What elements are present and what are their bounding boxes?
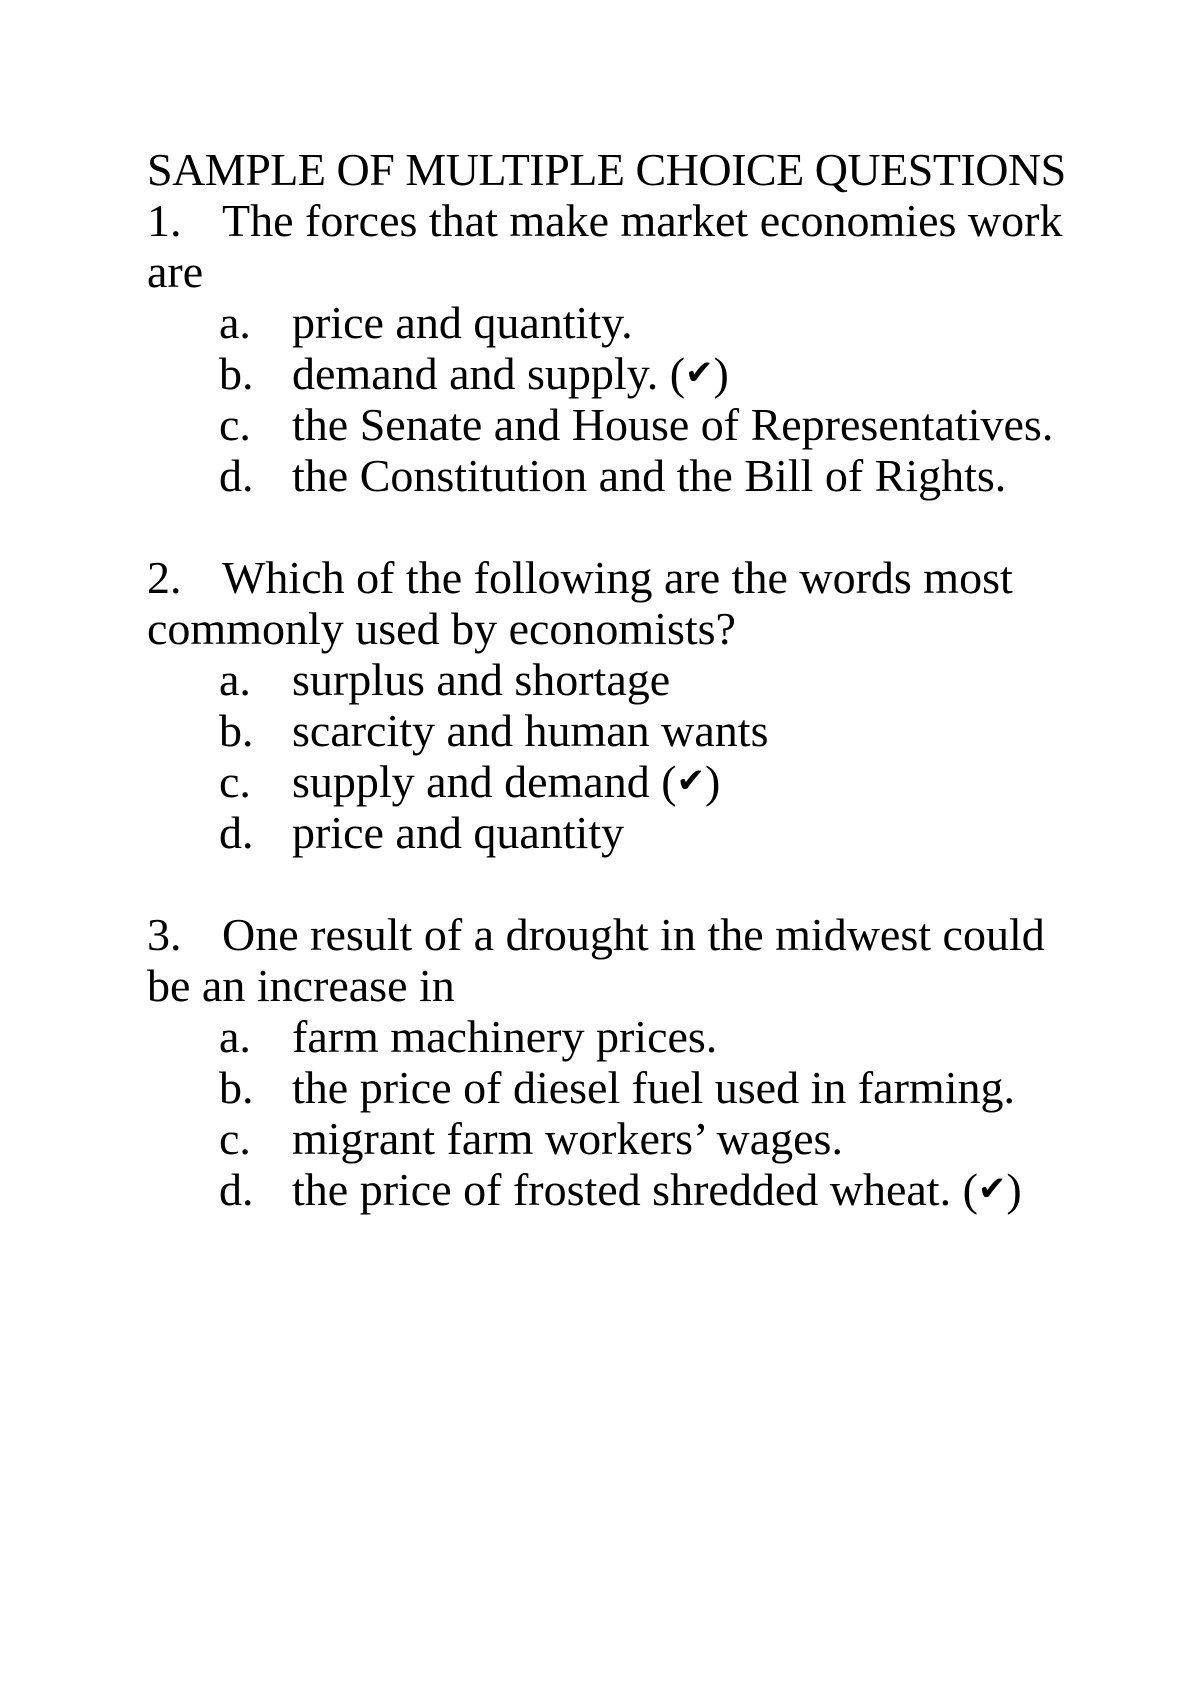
option-item xyxy=(147,1164,1097,1215)
option-item xyxy=(147,1011,1097,1062)
question-text: The forces that make market economies work are xyxy=(147,195,1063,297)
question-text: One result of a drought in the midwest could be an increase in xyxy=(147,909,1045,1011)
option-list xyxy=(147,654,1097,858)
check-mark-icon: ✔ xyxy=(676,761,706,801)
option-item xyxy=(147,1113,1097,1164)
question-number: 2. xyxy=(147,552,182,603)
question-number: 3. xyxy=(147,909,182,960)
option-letter: c. xyxy=(219,1113,251,1164)
option-text: farm machinery prices. xyxy=(292,1011,718,1062)
option-text: the price of diesel fuel used in farming. xyxy=(292,1062,1015,1113)
question-1 xyxy=(147,195,1097,501)
question-number: 1. xyxy=(147,195,182,246)
option-text: surplus and shortage xyxy=(292,654,671,705)
option-item xyxy=(147,807,1097,858)
option-item xyxy=(147,297,1097,348)
option-text: demand and supply. ( xyxy=(292,348,686,399)
option-letter: c. xyxy=(219,399,251,450)
option-letter: b. xyxy=(219,1062,254,1113)
option-close-paren: ) xyxy=(1006,1164,1022,1215)
option-text: the Constitution and the Bill of Rights. xyxy=(292,450,1007,501)
option-text: price and quantity xyxy=(292,807,625,858)
option-letter: a. xyxy=(219,297,251,348)
option-text: supply and demand ( xyxy=(292,756,677,807)
option-close-paren: ) xyxy=(705,756,721,807)
document-title: SAMPLE OF MULTIPLE CHOICE QUESTIONS xyxy=(147,144,1066,195)
option-letter: b. xyxy=(219,348,254,399)
option-text: price and quantity. xyxy=(292,297,633,348)
option-item xyxy=(147,705,1097,756)
question-stem xyxy=(147,195,1097,297)
document-content xyxy=(147,144,1097,1215)
option-letter: d. xyxy=(219,1164,254,1215)
option-list xyxy=(147,297,1097,501)
option-text: scarcity and human wants xyxy=(292,705,769,756)
option-letter: a. xyxy=(219,1011,251,1062)
question-stem xyxy=(147,909,1097,1011)
option-text: migrant farm workers’ wages. xyxy=(292,1113,843,1164)
question-3 xyxy=(147,909,1097,1215)
option-item xyxy=(147,756,1097,807)
question-stem xyxy=(147,552,1097,654)
question-text: Which of the following are the words most commonly used by economists? xyxy=(147,552,1013,654)
option-item xyxy=(147,399,1097,450)
check-mark-icon: ✔ xyxy=(685,353,714,393)
option-list xyxy=(147,1011,1097,1215)
option-text: the Senate and House of Representatives. xyxy=(292,399,1054,450)
option-item xyxy=(147,450,1097,501)
option-close-paren: ) xyxy=(713,348,729,399)
check-mark-icon: ✔ xyxy=(977,1169,1007,1209)
option-letter: c. xyxy=(219,756,251,807)
option-letter: a. xyxy=(219,654,251,705)
option-text: the price of frosted shredded wheat. ( xyxy=(292,1164,978,1215)
option-item xyxy=(147,654,1097,705)
option-item xyxy=(147,1062,1097,1113)
option-letter: b. xyxy=(219,705,254,756)
option-letter: d. xyxy=(219,450,254,501)
option-letter: d. xyxy=(219,807,254,858)
option-item xyxy=(147,348,1097,399)
question-2 xyxy=(147,552,1097,858)
